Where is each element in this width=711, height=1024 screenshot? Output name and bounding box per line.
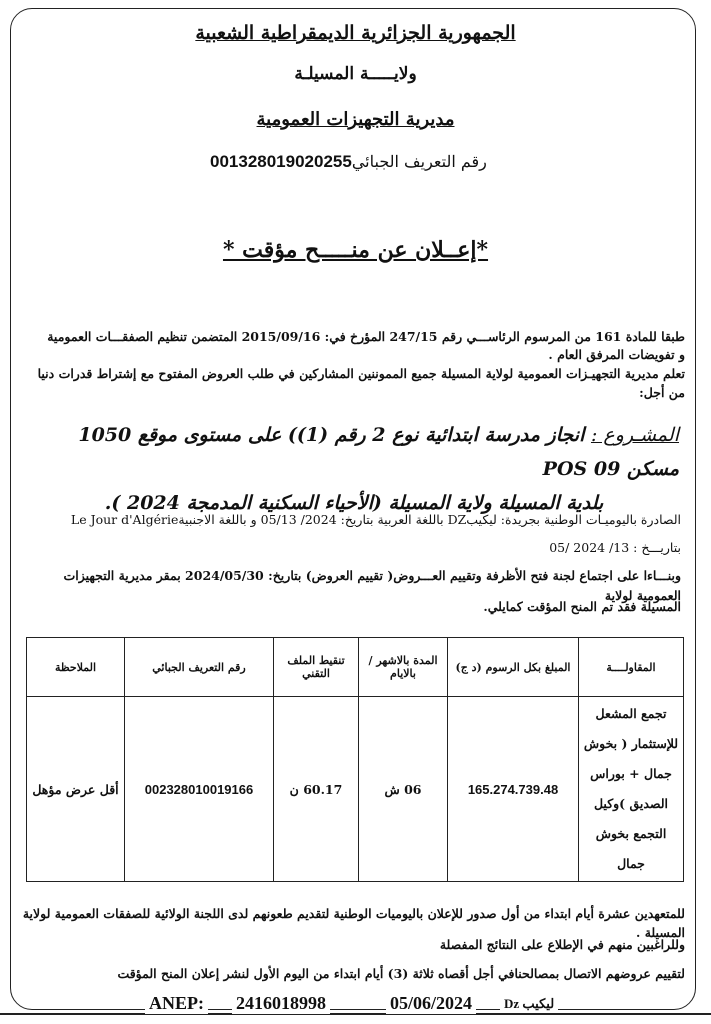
table-row (27, 697, 684, 882)
anep-date: 05/06/2024 (386, 993, 476, 1014)
publication-line-1: الصادرة باليوميـات الوطنية بجريدة: ليكيبDZ باللغة العربية بتاريخ: 2024/ 05/13 و باللغة الاجنبيةLe Jour d'Algérie (70, 512, 681, 527)
anep-source: Dz ليكيب (500, 996, 558, 1012)
intro-line-2: و تفويضات المرفق العام . (548, 347, 685, 362)
publication-line-4: المسيلة فقد تم المنح المؤقت كمايلي. (483, 599, 681, 614)
anep-label: ANEP: (145, 993, 208, 1014)
award-table (26, 637, 684, 882)
footer-line-3: لتقييم عروضهم الاتصال بمصالحنافي أجل أقصاه ثلاثة (3) أيام ابتداء من اليوم الأول لنشر إعلان المنح المؤقت (117, 966, 685, 981)
directorate-heading: مديرية التجهيزات العمومية (256, 109, 455, 130)
anep-number: 2416018998 (232, 993, 330, 1014)
award-table-wrapper (26, 637, 684, 882)
header-tech-score: تنقيط الملف التقني (274, 638, 359, 697)
header-duration: المدة بالاشهر / بالايام (359, 638, 448, 697)
wilaya-heading: ولايـــــة المسيلـة (294, 64, 417, 84)
cell-duration: 06 ش (359, 697, 448, 882)
announcement-title: *إعــلان عن منـــــح مؤقت * (222, 237, 489, 263)
header-contractor: المقاولــــة (579, 638, 684, 697)
footer-line-1: للمتعهدين عشرة أيام ابتداء من أول صدور للإعلان باليوميات الوطنية لتقديم طعونهم لدى اللجنة الولائية للصفقات العمومية لولاية المسيلة . (22, 906, 685, 940)
header-amount: المبلغ بكل الرسوم (د ج) (448, 638, 579, 697)
cell-contractor: تجمع المشعل للإستثمار ( بخوش جمال + بوراس الصديق )وكيل التجمع بخوش جمال (579, 697, 684, 882)
header-remarks: الملاحظة (27, 638, 125, 697)
intro-line-1: طبقا للمادة 161 من المرسوم الرئاســـي رقم 247/15 المؤرخ في: 2015/09/16 المتضمن تنظيم الصفقـــات العمومية (47, 329, 685, 344)
footer-line-2: وللراغبين منهم في الإطلاع على النتائج المفصلة (439, 937, 685, 952)
project-line-2: بلدية المسيلة ولاية المسيلة (الأحياء السكنية المدمجة 2024 ). (104, 492, 604, 514)
table-header-row (27, 638, 684, 697)
project-line-1: انجاز مدرسة ابتدائية نوع 2 رقم (1)) على مستوى موقع 1050 مسكن POS 09 (78, 424, 679, 480)
intro-line-3: تعلم مديرية التجهيـزات العمومية لولاية المسيلة جميع المموننين المشاركين في طلب العروض المفتوح مع إشتراط قدرات دنيا من أجل: (37, 366, 685, 400)
publication-line-2: بتاريـــخ : 13/ 2024 /05 (549, 540, 681, 555)
nif-cell-value: 002328010019166 (144, 781, 254, 797)
cell-nif (125, 697, 274, 882)
republic-heading: الجمهورية الجزائرية الديمقراطية الشعبية (195, 22, 516, 44)
anep-strip (0, 993, 711, 1023)
header-nif: رقم التعريف الجبائي (125, 638, 274, 697)
publication-line-3: وبنـــاءا على اجتماع لجنة فتح الأظرفة وتقييم العـــروض( تقييم العروض) بتاريخ: 2024/05/30 بمقر مديرية التجهيزات العمومية لولاية (63, 568, 681, 603)
project-description (29, 418, 679, 520)
anep-rule (0, 1013, 711, 1015)
cell-remarks: أقل عرض مؤهل (27, 697, 125, 882)
amount-value: 165.274.739.48 (467, 781, 559, 797)
cell-amount (448, 697, 579, 882)
nif-value: 001328019020255 (210, 152, 352, 171)
project-label: المشـروع : (590, 424, 679, 446)
nif-label: رقم التعريف الجبائي (351, 152, 487, 171)
nif-line (210, 152, 487, 172)
cell-tech-score: 60.17 ن (274, 697, 359, 882)
